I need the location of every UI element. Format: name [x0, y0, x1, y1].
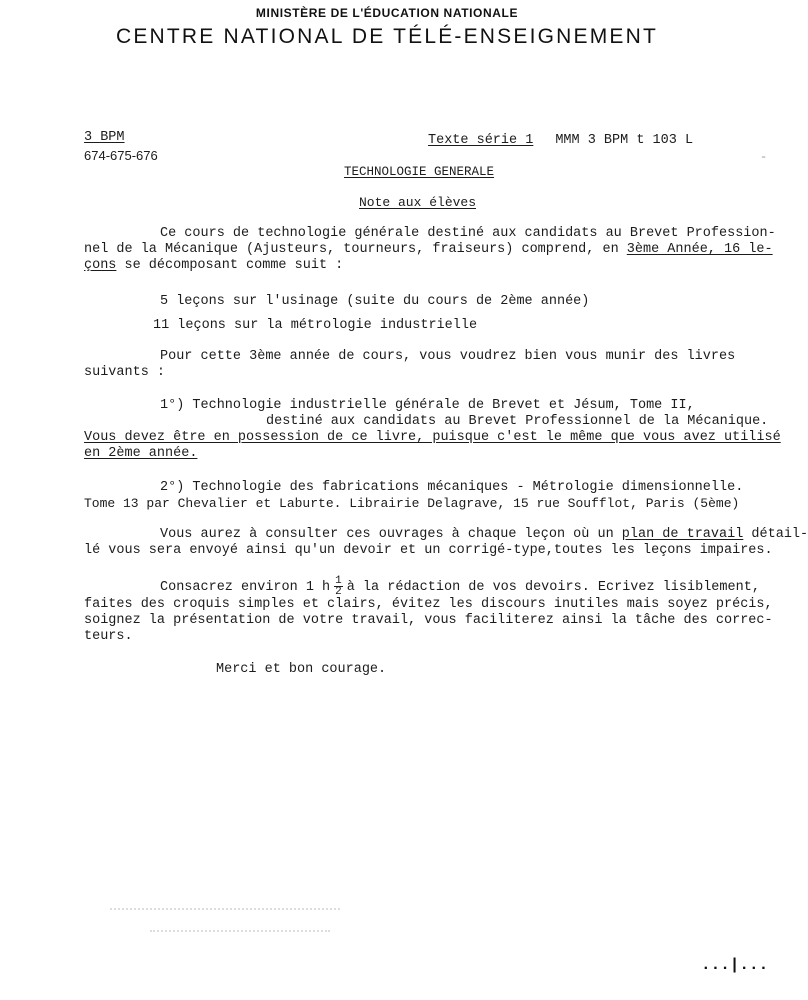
ministry-heading: MINISTÈRE DE L'ÉDUCATION NATIONALE [255, 6, 519, 20]
series-label: Texte série 1 [428, 133, 534, 148]
plan-de-travail-text: plan de travail [621, 527, 744, 542]
consult-paragraph: Vous aurez à consulter ces ouvrages à chaque leçon où un plan de travail détail- lé vous sera envoyé ainsi qu'un devoir et un corrigé-type,toutes les leçons impaires. [84, 527, 808, 558]
intro-line: nel de la Mécanique (Ajusteurs, tourneurs, fraiseurs) comprend, en 3ème Année, 16 le- [84, 242, 773, 257]
course-numbers: 674-675-676 [84, 148, 158, 163]
closing-text: Merci et bon courage. [216, 662, 387, 677]
faint-dots [150, 930, 330, 958]
books-intro-paragraph: Pour cette 3ème année de cours, vous voudrez bien vous munir des livres suivants : [84, 349, 736, 380]
book2-paragraph: 2°) Technologie des fabrications mécaniques - Métrologie dimensionnelle. Tome 13 par Chevalier et Laburte. Librairie Delagrave, 15 rue Soufflot, Paris (5ème) [84, 480, 744, 511]
series-code: MMM 3 BPM t 103 L [555, 133, 694, 148]
intro-line: çons se décomposant comme suit : [84, 258, 344, 273]
book1-paragraph: 1°) Technologie industrielle générale de Brevet et Jésum, Tome II, destiné aux candidats au Brevet Professionnel de la Mécanique. Vous devez être en possession de ce livre, puisque c'est le même que vous avez utilisé en 2ème année. [84, 398, 781, 461]
note-title: Note aux élèves [359, 195, 477, 210]
series-reference [428, 131, 693, 151]
intro-paragraph [84, 226, 776, 274]
centre-heading: CENTRE NATIONAL DE TÉLÉ-ENSEIGNEMENT [115, 25, 659, 48]
book1-requirement: Vous devez être en possession de ce livre, puisque c'est le même que vous avez utilisé [84, 430, 781, 445]
continuation-mark: ...|... [701, 956, 769, 974]
subject-title: TECHNOLOGIE GENERALE [344, 165, 495, 179]
margin-mark: - [760, 150, 768, 164]
lesson-item-usinage: 5 leçons sur l'usinage (suite du cours de 2ème année) [160, 294, 590, 309]
advice-paragraph: Consacrez environ 1 h $\frac{1}{2}$ à la rédaction de vos devoirs. Ecrivez lisiblement, faites des croquis simples et clairs, évitez les discours inutiles mais soyez précis, soignez la présentation de votre travail, vous faciliterez ainsi la tâche des correc- teurs. [84, 575, 773, 644]
lesson-item-metrologie: 11 leçons sur la métrologie industrielle [153, 318, 478, 333]
half-fraction: $\frac{1}{2}$ [335, 575, 342, 598]
intro-line: Ce cours de technologie générale destiné aux candidats au Brevet Profession- [160, 226, 776, 241]
course-code: 3 BPM [84, 130, 125, 145]
